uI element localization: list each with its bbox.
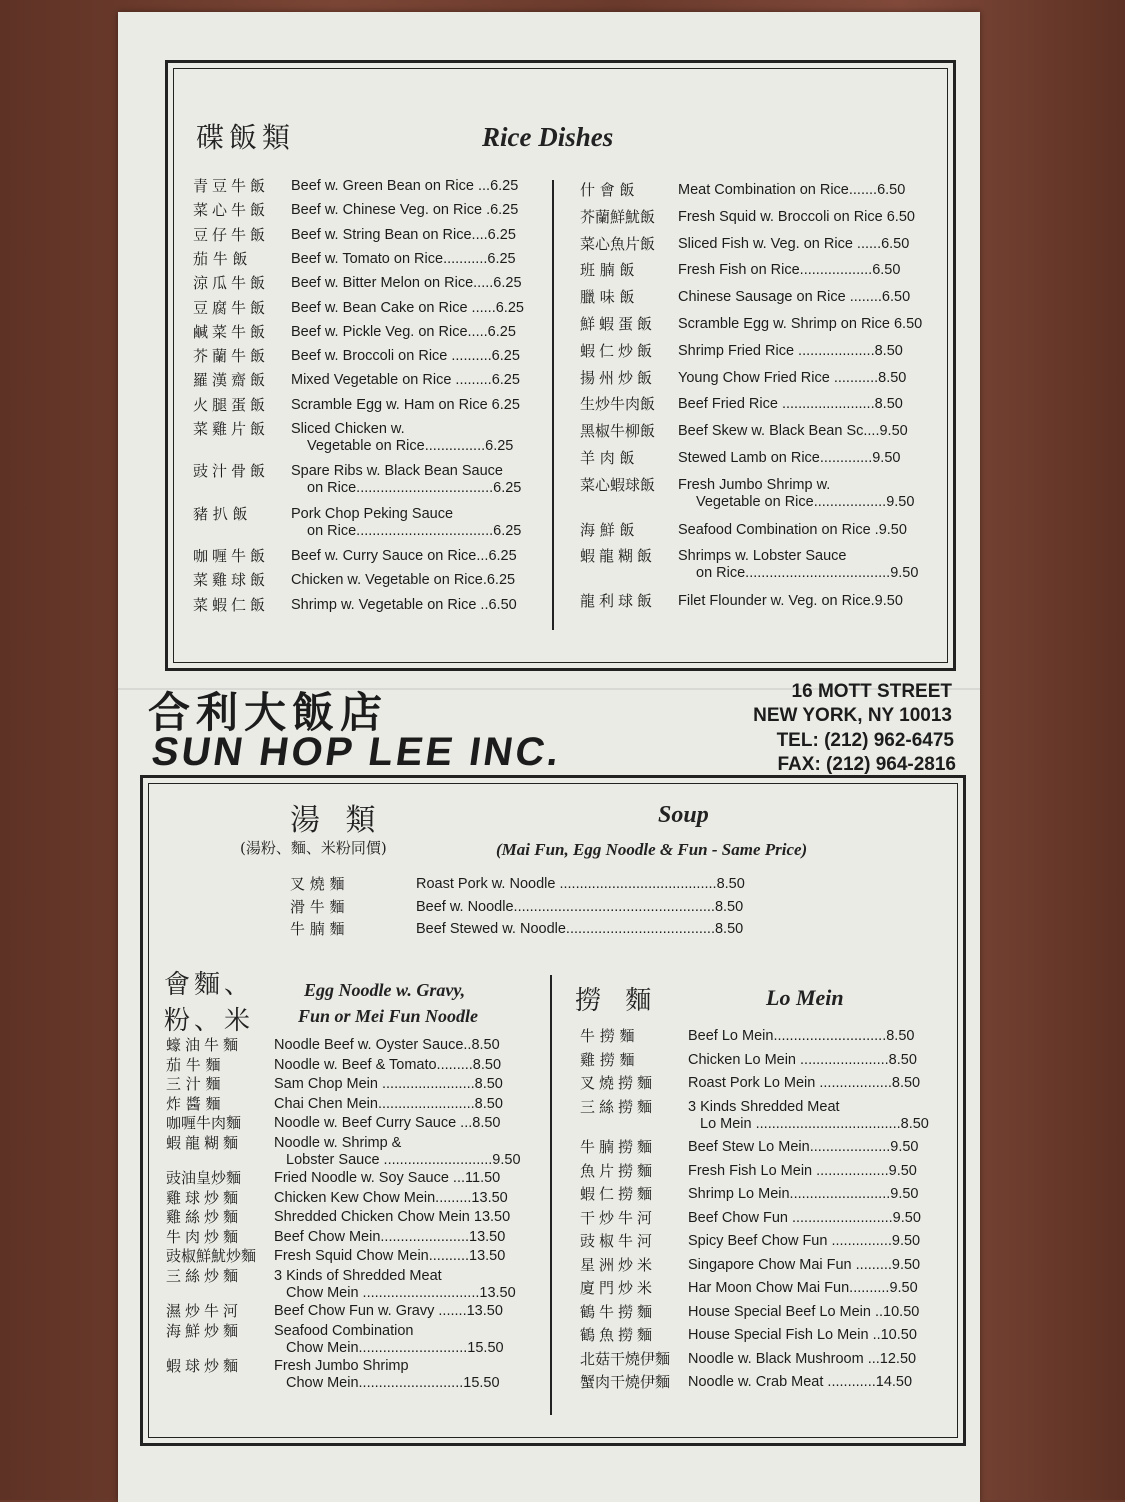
menu-item (193, 372, 520, 389)
menu-item-name-en: 3 Kinds of Shredded Meat (274, 1267, 442, 1284)
menu-item-name-en: Mixed Vegetable on Rice .........6.25 (291, 372, 520, 389)
menu-item (193, 275, 522, 292)
menu-item (580, 1257, 920, 1274)
menu-item-name-en: Chai Chen Mein........................8.50 (274, 1095, 503, 1112)
menu-item (193, 178, 518, 195)
menu-item-name-zh: 蝦仁炒飯 (580, 341, 657, 360)
menu-item-name-en: Beef w. Tomato on Rice...........6.25 (291, 250, 516, 267)
menu-item (166, 1057, 501, 1074)
gravy-title-en-line2: Fun or Mei Fun Noodle (298, 1006, 479, 1026)
menu-item-name-zh: 芥蘭鮮魷飯 (580, 207, 656, 226)
menu-item (193, 572, 515, 589)
menu-item (580, 1163, 917, 1180)
menu-item-name-en: Fried Noodle w. Soy Sauce ...11.50 (274, 1170, 501, 1186)
menu-item (580, 182, 905, 199)
menu-item-name-zh: 蝦龍糊飯 (580, 547, 657, 566)
menu-item-name-zh: 芥蘭牛飯 (193, 347, 270, 366)
menu-item-name-en: Pork Chop Peking Sauce (291, 505, 454, 522)
menu-item-name-en: Fresh Jumbo Shrimp (274, 1358, 409, 1374)
menu-item-name-zh: 牛 腩 麵 (290, 920, 345, 938)
menu-item-name-zh: 雞球炒麵 (166, 1188, 243, 1207)
menu-item-name-en: Beef Stew Lo Mein....................9.50 (688, 1139, 919, 1155)
menu-item-name-en: Beef Skew w. Black Bean Sc....9.50 (678, 423, 908, 440)
menu-item-name-zh: 青豆牛飯 (193, 177, 270, 195)
menu-item-name-en: Spicy Beef Chow Fun ...............9.50 (688, 1233, 921, 1249)
menu-item-name-zh: 咖喱牛肉麵 (166, 1114, 242, 1132)
menu-item-name-en: Fresh Fish on Rice..................6.50 (678, 262, 901, 279)
menu-item-name-en: Young Chow Fried Rice ...........8.50 (678, 369, 907, 386)
menu-item-name-zh: 牛腩撈麵 (580, 1138, 657, 1156)
gravy-title-zh-line1: 會麵、 (164, 970, 255, 1000)
menu-item-name-zh: 炸 醬 麵 (166, 1094, 221, 1113)
menu-item (580, 1351, 916, 1368)
menu-item (580, 396, 903, 413)
menu-item (580, 1233, 920, 1250)
menu-item-name-zh: 咖喱牛飯 (193, 546, 270, 565)
menu-item-name-en: Beef Lo Mein............................8.50 (688, 1028, 915, 1044)
restaurant-fax: FAX: (212) 964-2816 (777, 754, 956, 775)
menu-item (580, 423, 908, 440)
menu-item-name-en: Fresh Squid Chow Mein..........13.50 (274, 1248, 506, 1264)
menu-item (580, 1327, 917, 1344)
menu-item-name-en: Stewed Lamb on Rice.............9.50 (678, 450, 901, 466)
menu-item-name-zh: 什 會 飯 (580, 181, 635, 199)
menu-item-name-en: Chicken Kew Chow Mein.........13.50 (274, 1189, 508, 1206)
menu-item (580, 1280, 918, 1297)
menu-item-name-zh: 魚片撈麵 (580, 1161, 657, 1180)
menu-item (193, 548, 517, 565)
menu-item-name-en: Beef Chow Fun .........................9.50 (688, 1209, 921, 1226)
menu-item-name-en: Sam Chop Mein .......................8.50 (274, 1076, 503, 1092)
menu-item (580, 522, 907, 539)
menu-item (580, 1052, 917, 1069)
menu-item-continuation: on Rice..................................6.25 (307, 480, 522, 497)
menu-item-name-zh: 豉椒鮮魷炒麵 (166, 1247, 257, 1265)
menu-item (580, 548, 846, 565)
menu-item-name-zh: 三絲炒麵 (166, 1266, 243, 1285)
menu-item-name-en: Scramble Egg w. Ham on Rice 6.25 (291, 396, 520, 413)
menu-item-name-zh: 涼瓜牛飯 (193, 274, 270, 293)
menu-item-name-zh: 菜雞片飯 (193, 420, 270, 438)
menu-item-name-en: Fresh Jumbo Shrimp w. (678, 476, 831, 493)
menu-item-name-zh: 茄 牛 飯 (193, 249, 248, 268)
menu-item-name-zh: 叉 燒 麵 (290, 875, 345, 893)
menu-item (193, 506, 453, 523)
menu-item-name-zh: 鮮蝦蛋飯 (580, 315, 657, 333)
menu-item-name-zh: 海鮮炒麵 (166, 1321, 243, 1340)
menu-item (193, 227, 516, 244)
menu-item-name-en: Shrimp Lo Mein.........................9.50 (688, 1186, 919, 1202)
menu-item-name-en: Beef w. Noodle..................................................8.50 (416, 898, 744, 915)
menu-item-name-zh: 豆腐牛飯 (193, 298, 270, 317)
restaurant-address-line1: 16 MOTT STREET (791, 681, 952, 702)
menu-item-name-en: Beef w. Broccoli on Rice ..........6.25 (291, 348, 520, 365)
menu-item-name-zh: 廈門炒米 (580, 1279, 657, 1297)
menu-item (580, 1210, 921, 1227)
menu-item-name-zh: 豬 扒 飯 (193, 504, 248, 523)
menu-item (580, 343, 903, 360)
menu-item (193, 300, 524, 317)
rice-title-en: Rice Dishes (482, 122, 614, 152)
menu-item-name-zh: 菜心魚片飯 (580, 234, 656, 253)
menu-item-name-en: Beef w. Green Bean on Rice ...6.25 (291, 178, 519, 194)
menu-item-continuation: Vegetable on Rice..................9.50 (696, 493, 915, 510)
menu-item-name-zh: 雞 撈 麵 (580, 1050, 635, 1069)
menu-item (290, 921, 743, 938)
soup-subtitle-zh: (湯粉、麵、米粉同價) (240, 839, 387, 857)
menu-item-name-en: Shrimp w. Vegetable on Rice ..6.50 (291, 596, 517, 613)
menu-item-name-zh: 星洲炒米 (580, 1255, 657, 1274)
menu-item-name-zh: 牛肉炒麵 (166, 1227, 243, 1246)
menu-item-name-en: Shredded Chicken Chow Mein 13.50 (274, 1209, 511, 1225)
menu-item (166, 1170, 500, 1187)
menu-item (166, 1115, 501, 1132)
menu-item-name-en: Scramble Egg w. Shrimp on Rice 6.50 (678, 316, 923, 332)
menu-item-name-zh: 鹹菜牛飯 (193, 322, 270, 341)
menu-item-name-en: Shrimps w. Lobster Sauce (678, 548, 847, 565)
menu-item-name-zh: 鶴魚撈麵 (580, 1326, 657, 1344)
menu-item (193, 421, 405, 438)
menu-item (193, 397, 520, 414)
menu-item-name-zh: 叉燒撈麵 (580, 1074, 657, 1092)
menu-item (166, 1209, 510, 1226)
menu-item-name-en: Beef w. Bitter Melon on Rice.....6.25 (291, 275, 522, 292)
menu-item-name-zh: 班 腩 飯 (580, 261, 635, 280)
menu-item-name-en: Singapore Chow Mai Fun .........9.50 (688, 1256, 921, 1273)
menu-item-name-zh: 蝦仁撈麵 (580, 1185, 657, 1203)
menu-item-continuation: on Rice..................................6.25 (307, 522, 522, 539)
menu-item (580, 1099, 840, 1116)
menu-item-name-en: Beef w. String Bean on Rice....6.25 (291, 226, 516, 243)
menu-item (580, 316, 922, 333)
menu-item (166, 1248, 505, 1265)
menu-item-name-en: Beef w. Curry Sauce on Rice...6.25 (291, 547, 517, 564)
menu-item (166, 1076, 503, 1093)
menu-item-name-zh: 豉椒牛河 (580, 1232, 657, 1250)
menu-item-name-zh: 海 鮮 飯 (580, 520, 635, 539)
menu-item-name-zh: 雞絲炒麵 (166, 1208, 243, 1226)
menu-item-name-en: Seafood Combination (274, 1322, 414, 1339)
menu-item-name-zh: 三 汁 麵 (166, 1075, 221, 1093)
menu-item-name-zh: 菜心牛飯 (193, 201, 270, 220)
menu-item (166, 1323, 413, 1340)
menu-item-name-en: Beef Stewed w. Noodle.....................................8.50 (416, 921, 744, 937)
menu-item-name-en: Sliced Chicken w. (291, 421, 405, 437)
menu-item-continuation: Vegetable on Rice...............6.25 (307, 438, 514, 454)
menu-item-name-zh: 豆仔牛飯 (193, 225, 270, 244)
menu-item (166, 1358, 409, 1375)
menu-item (290, 876, 745, 893)
menu-item-name-en: Fresh Fish Lo Mein ..................9.50 (688, 1162, 917, 1179)
menu-item-name-zh: 揚州炒飯 (580, 368, 657, 387)
menu-item-name-zh: 茄 牛 麵 (166, 1055, 221, 1074)
rice-column-divider (552, 180, 554, 630)
menu-item-name-zh: 臘 味 飯 (580, 288, 635, 307)
menu-item-name-en: Beef w. Chinese Veg. on Rice .6.25 (291, 202, 519, 219)
menu-item-name-zh: 濕炒牛河 (166, 1302, 243, 1320)
menu-item-continuation: Chow Mein .............................13.50 (286, 1284, 516, 1301)
menu-item (193, 463, 503, 480)
menu-item-name-en: 3 Kinds Shredded Meat (688, 1098, 840, 1115)
noodle-column-divider (550, 975, 552, 1415)
soup-title-zh: 湯 類 (290, 803, 384, 838)
gravy-title-en-line1: Egg Noodle w. Gravy, (304, 980, 466, 1000)
menu-item (580, 1304, 919, 1321)
menu-item-name-en: Noodle w. Beef & Tomato.........8.50 (274, 1056, 502, 1073)
menu-item-name-en: Beef Chow Fun w. Gravy .......13.50 (274, 1303, 503, 1319)
menu-item-name-zh: 蠔油牛麵 (166, 1036, 243, 1054)
menu-item (166, 1037, 500, 1054)
menu-item-name-en: Beef w. Bean Cake on Rice ......6.25 (291, 299, 524, 316)
menu-item-name-zh: 菜雞球飯 (193, 571, 270, 590)
menu-item-name-zh: 豉汁骨飯 (193, 462, 270, 481)
menu-item-continuation: Lo Mein ....................................8.50 (700, 1115, 929, 1132)
menu-item (193, 251, 516, 268)
menu-item-name-en: Beef Fried Rice .......................8.50 (678, 396, 903, 413)
menu-item (580, 262, 900, 279)
menu-item-name-en: Fresh Squid w. Broccoli on Rice 6.50 (678, 208, 915, 225)
menu-item (290, 899, 743, 916)
menu-item-name-en: Har Moon Chow Mai Fun..........9.50 (688, 1280, 918, 1296)
menu-item-name-en: Noodle w. Crab Meat ............14.50 (688, 1374, 913, 1390)
menu-item-name-zh: 鶴牛撈麵 (580, 1302, 657, 1321)
menu-item-name-en: Spare Ribs w. Black Bean Sauce (291, 463, 503, 480)
menu-item-name-en: House Special Beef Lo Mein ..10.50 (688, 1303, 920, 1320)
menu-item-name-en: Chicken Lo Mein ......................8.50 (688, 1051, 917, 1068)
menu-item-name-en: Shrimp Fried Rice ...................8.50 (678, 342, 903, 359)
menu-item-name-zh: 火腿蛋飯 (193, 395, 270, 414)
menu-item-name-zh: 干炒牛河 (580, 1208, 657, 1227)
menu-item (580, 1139, 919, 1156)
menu-item-name-zh: 菜心蝦球飯 (580, 475, 656, 494)
menu-item (580, 209, 915, 226)
menu-item-name-zh: 生炒牛肉飯 (580, 395, 656, 414)
menu-item-name-zh: 蝦龍糊麵 (166, 1133, 243, 1152)
menu-item-name-zh: 北菇干燒伊麵 (580, 1349, 671, 1368)
restaurant-name-en: SUN HOP LEE INC. (148, 730, 565, 774)
menu-item (580, 1028, 914, 1045)
menu-item-name-en: Chinese Sausage on Rice ........6.50 (678, 289, 911, 306)
menu-item (580, 477, 830, 494)
restaurant-address-line2: NEW YORK, NY 10013 (753, 705, 952, 726)
menu-item-name-zh: 羅漢齋飯 (193, 371, 270, 390)
menu-item (166, 1229, 505, 1246)
menu-item-continuation: Chow Mein..........................15.50 (286, 1375, 500, 1391)
menu-item-name-zh: 黑椒牛柳飯 (580, 422, 656, 441)
menu-item-continuation: Chow Mein...........................15.50 (286, 1339, 504, 1356)
soup-title-en: Soup (658, 802, 709, 828)
restaurant-tel: TEL: (212) 962-6475 (776, 730, 954, 751)
menu-item-name-en: Noodle w. Black Mushroom ...12.50 (688, 1350, 917, 1367)
rice-title-zh: 碟飯類 (196, 121, 296, 154)
menu-item-continuation: on Rice....................................9.50 (696, 565, 919, 582)
menu-item-name-en: Chicken w. Vegetable on Rice.6.25 (291, 572, 516, 589)
menu-item-name-zh: 蟹肉干燒伊麵 (580, 1373, 671, 1391)
menu-item-name-en: Noodle w. Beef Curry Sauce ...8.50 (274, 1115, 501, 1131)
menu-item-name-en: Seafood Combination on Rice .9.50 (678, 521, 907, 538)
lomein-title-en: Lo Mein (766, 985, 844, 1010)
menu-item-name-zh: 豉油皇炒麵 (166, 1169, 242, 1187)
menu-item-name-zh: 龍利球飯 (580, 592, 657, 611)
menu-item-name-en: Sliced Fish w. Veg. on Rice ......6.50 (678, 235, 910, 252)
menu-item-name-en: Roast Pork Lo Mein ..................8.50 (688, 1075, 921, 1091)
restaurant-name-zh: 合利大飯店 (148, 688, 389, 737)
menu-item-name-zh: 羊 肉 飯 (580, 449, 635, 467)
menu-item (193, 348, 520, 365)
menu-item (580, 593, 903, 610)
menu-item (166, 1190, 508, 1207)
menu-item (193, 597, 517, 614)
menu-item-name-zh: 滑 牛 麵 (290, 897, 345, 916)
menu-item (580, 370, 906, 387)
menu-item-name-en: Filet Flounder w. Veg. on Rice.9.50 (678, 593, 903, 610)
menu-item (166, 1135, 401, 1152)
menu-item (166, 1096, 503, 1113)
menu-item-continuation: Lobster Sauce ...........................9.50 (286, 1151, 521, 1168)
menu-item-name-zh: 牛 撈 麵 (580, 1027, 635, 1045)
menu-item-name-en: Noodle w. Shrimp & (274, 1134, 402, 1151)
menu-item (166, 1268, 442, 1285)
menu-item (193, 202, 518, 219)
menu-item (166, 1303, 503, 1320)
menu-item (580, 1186, 918, 1203)
gravy-title-zh-line2: 粉、米 (164, 1006, 255, 1036)
menu-item (580, 1374, 912, 1391)
soup-subtitle-en: (Mai Fun, Egg Noodle & Fun - Same Price) (496, 840, 808, 859)
menu-item (193, 324, 516, 341)
menu-item-name-zh: 蝦球炒麵 (166, 1357, 243, 1375)
menu-item-name-en: House Special Fish Lo Mein ..10.50 (688, 1327, 917, 1343)
menu-item (580, 450, 900, 467)
lomein-title-zh: 撈 麵 (575, 986, 660, 1016)
menu-item-name-en: Noodle Beef w. Oyster Sauce..8.50 (274, 1037, 500, 1053)
menu-item (580, 1075, 920, 1092)
menu-item-name-zh: 三絲撈麵 (580, 1097, 657, 1116)
menu-item-name-en: Roast Pork w. Noodle .......................................8.50 (416, 876, 745, 892)
menu-item-name-en: Beef w. Pickle Veg. on Rice.....6.25 (291, 323, 516, 340)
menu-item-name-en: Beef Chow Mein......................13.50 (274, 1228, 506, 1245)
menu-item (580, 289, 910, 306)
menu-item-name-zh: 菜蝦仁飯 (193, 595, 270, 614)
menu-item-name-en: Meat Combination on Rice.......6.50 (678, 182, 906, 198)
menu-item (580, 236, 909, 253)
